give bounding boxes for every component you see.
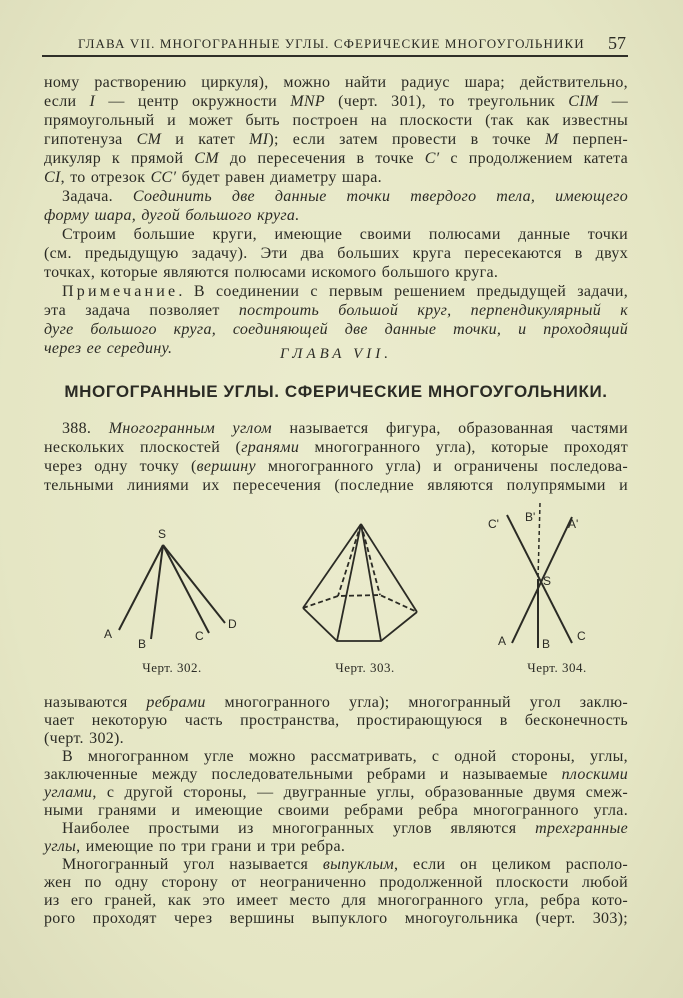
italic-text: вершину (196, 458, 256, 475)
text-line (44, 910, 628, 928)
text-line (44, 766, 628, 784)
text-run: из его граней, как это имеет место для многогранного угла, ребра кото- (44, 892, 628, 909)
text-line (44, 712, 628, 730)
text-line (44, 892, 628, 910)
italic-text: Соединить две данные точки твердого тела, имеющего (132, 188, 628, 205)
text-run: тельными линиями их пересечения (последние являются полупрямыми и (44, 477, 628, 494)
text-run: Наиболее простыми из многогранных углов являются (62, 820, 536, 837)
text-block-bottom (44, 694, 628, 928)
caption-303: Черт. 303. (335, 660, 395, 675)
label-a: A (104, 627, 113, 641)
text-run: , если он целиком располо- (393, 856, 628, 873)
text-run: точках, которые являются полюсами искомого большого круга. (44, 264, 499, 281)
text-run: ному растворению циркуля), можно найти радиус шара; действительно, (44, 74, 628, 91)
figure-302 (104, 527, 237, 651)
text-run: жен по одну сторону от неограниченно продолженной плоскости любой (44, 874, 628, 891)
italic-text: C′ (424, 150, 440, 167)
italic-text: Многогранным углом (108, 420, 272, 437)
italic-text: трехгранные (535, 820, 628, 837)
edge-sd (163, 545, 225, 623)
label-s: S (543, 574, 552, 588)
italic-text: выпуклым (322, 856, 394, 873)
text-run: многогранного угла), которые проходят (299, 439, 628, 456)
text-run: , имеющие по три грани и три ребра. (76, 838, 346, 855)
italic-text: CM (136, 131, 162, 148)
italic-text: углы (44, 838, 77, 855)
italic-text: CC′ (150, 169, 177, 186)
label-c-prime: C' (488, 517, 499, 531)
text-run: эта задача позволяет (44, 302, 239, 319)
text-run: будет равен диаметру шара. (176, 169, 382, 186)
text-run: многогранного угла); многогранный угол заклю- (205, 694, 628, 711)
text-run: гипотенуза (44, 131, 137, 148)
italic-text: MI (249, 131, 269, 148)
italic-text: углами (44, 784, 93, 801)
italic-text: дуге большого круга, соединяющей две данные точки, и проходящий (44, 321, 628, 338)
text-line (44, 820, 628, 838)
text-run: (см. предыдущую задачу). Эти два больших круга пересекаются в двух (44, 245, 628, 262)
text-run: рого проходят через вершины выпуклого многоугольника (черт. 303); (44, 910, 628, 927)
text-run: , то отрезок (60, 169, 151, 186)
label-b: B (138, 637, 147, 651)
text-run: , с другой стороны, — двугранные углы, образованные двумя смеж- (92, 784, 628, 801)
text-run: — (598, 93, 629, 110)
text-line (44, 730, 628, 748)
hidden-edge (338, 524, 361, 596)
caption-304: Черт. 304. (527, 660, 587, 675)
italic-text: гранями (241, 439, 300, 456)
text-line (44, 694, 628, 712)
text-run: Примечание (62, 283, 179, 300)
text-run: дикуляр к прямой (44, 150, 195, 167)
text-run: ными гранями и имеющие своими ребрами ребра многогранного угла. (44, 802, 628, 819)
text-run: ); если затем провести в точке (268, 131, 545, 148)
chapter-label: ГЛАВА VII. (279, 346, 393, 362)
text-run: если (44, 93, 90, 110)
label-b: B (542, 637, 551, 651)
text-line (44, 748, 628, 766)
label-a: A (498, 634, 507, 648)
italic-text: через ее середину. (44, 340, 173, 357)
text-run: чает некоторую часть пространства, простирающуюся в бесконечность (44, 712, 628, 729)
figure-304 (488, 503, 586, 651)
italic-text: форму шара, дугой большого круга. (44, 207, 300, 224)
text-line (44, 856, 628, 874)
text-run: (черт. 302). (44, 730, 124, 747)
text-line (44, 784, 628, 802)
text-line (44, 802, 628, 820)
text-run: через одну точку ( (44, 458, 197, 475)
label-a-prime: A' (568, 517, 579, 531)
edge-sc (163, 545, 209, 633)
text-run: Многогранный угол называется (62, 856, 323, 873)
text-line (44, 874, 628, 892)
text-run: называется фигура, образованная частями (271, 420, 628, 437)
text-run: называются (44, 694, 147, 711)
italic-text: CIM (568, 93, 599, 110)
text-run: прямоугольный и может быть построен на плоскости (так как известны (44, 112, 628, 129)
text-run: . В соединении с первым решением предыдущей задачи, (178, 283, 628, 300)
edge-sb (151, 545, 163, 639)
italic-text: MNP (290, 93, 325, 110)
text-run: нескольких плоскостей ( (44, 439, 242, 456)
front-base (303, 608, 417, 641)
text-run: с продолжением катета (439, 150, 628, 167)
text-run: заключенные между последовательными ребрами и называемые (44, 766, 562, 783)
figure-303 (303, 524, 417, 641)
label-c: C (195, 629, 204, 643)
text-run: Задача. (62, 188, 133, 205)
edge (361, 524, 381, 641)
italic-text: M (544, 131, 559, 148)
caption-302: Черт. 302. (142, 660, 202, 675)
label-b-prime: B' (525, 510, 536, 524)
text-run: 388. (62, 420, 109, 437)
italic-text: CM (194, 150, 219, 167)
text-run: и катет (161, 131, 250, 148)
italic-text: построить большой круг, перпендикулярный к (238, 302, 629, 319)
hidden-base (303, 595, 417, 612)
label-c: C (577, 629, 586, 643)
text-run: (черт. 301), то треугольник (324, 93, 569, 110)
text-run: В многогранном угле можно рассматривать, с одной стороны, углы, (62, 748, 628, 765)
ray-b-prime (538, 503, 540, 579)
running-header: ГЛАВА VII. МНОГОГРАННЫЕ УГЛЫ. СФЕРИЧЕСКИЕ МНОГОУГОЛЬНИКИ (78, 36, 585, 51)
text-run: — центр окружности (95, 93, 291, 110)
text-run: до пересечения в точке (218, 150, 425, 167)
italic-text: I (89, 93, 96, 110)
chapter-title: МНОГОГРАННЫЕ УГЛЫ. СФЕРИЧЕСКИЕ МНОГОУГОЛЬНИКИ. (64, 382, 608, 401)
italic-text: плоскими (561, 766, 628, 783)
text-run: перпен- (558, 131, 628, 148)
text-run: многогранного угла) и ограничены последова- (255, 458, 628, 475)
page-number: 57 (608, 33, 626, 53)
label-s: S (158, 527, 167, 541)
text-line (44, 838, 628, 856)
italic-text: CI (44, 169, 61, 186)
italic-text: ребрами (146, 694, 206, 711)
text-run: Строим большие круги, имеющие своими полюсами данные точки (62, 226, 628, 243)
label-d: D (228, 617, 237, 631)
edge-sa (119, 545, 163, 630)
